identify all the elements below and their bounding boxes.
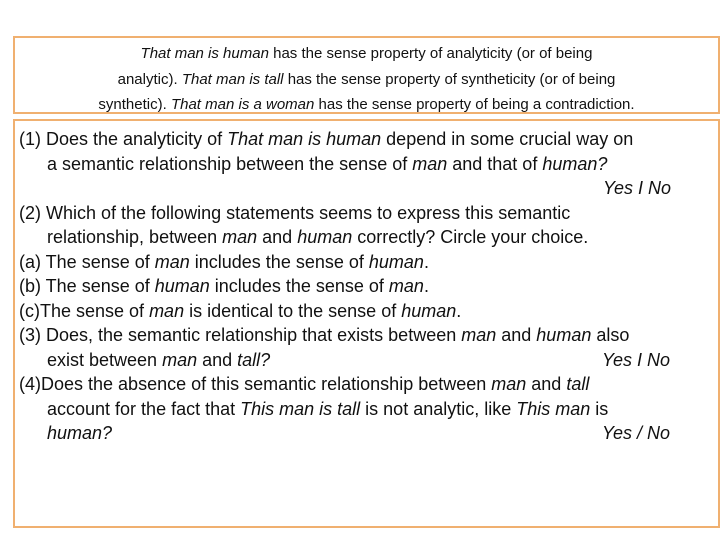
question-4-line-1 (19, 372, 710, 397)
option-c[interactable] (19, 299, 710, 324)
term: human (297, 227, 353, 247)
definition-box (13, 36, 720, 114)
term: man (388, 276, 424, 296)
example-sentence: That man is tall (181, 70, 284, 88)
question-text: (1) Does the analyticity of (19, 129, 228, 149)
term: human (368, 251, 424, 272)
question-text: and (197, 349, 238, 370)
question-2-line-1 (19, 201, 710, 226)
term: man (222, 227, 258, 247)
intro-line-3 (25, 92, 708, 118)
question-2-line-2 (47, 225, 710, 250)
question-text: and (257, 227, 298, 247)
term: man (149, 300, 185, 321)
question-text: (2) Which of the following statements seems to express this semantic (19, 202, 571, 223)
option-text: includes the sense of (209, 276, 389, 296)
option-text: . (456, 300, 462, 321)
question-1-line-2 (47, 152, 710, 177)
question-text: is not analytic, like (360, 398, 517, 419)
question-3-line-1 (19, 323, 710, 348)
question-text: depend in some crucial way on (381, 129, 634, 149)
answer-choice[interactable]: Yes I No (602, 178, 671, 198)
option-text: (b) The sense of (19, 276, 155, 296)
question-text: and (526, 374, 567, 394)
term: man (491, 374, 527, 394)
term: man (162, 349, 198, 370)
option-text: includes the sense of (189, 251, 369, 272)
question-3-line-2 (47, 348, 710, 373)
term: human (536, 325, 592, 345)
option-a[interactable] (19, 250, 710, 275)
example-sentence: That man is human (140, 45, 269, 62)
question-1-line-1 (19, 127, 710, 152)
answer-choice[interactable]: Yes I No (601, 349, 670, 370)
term: human (401, 300, 457, 321)
intro-text: synthetic). (98, 96, 171, 113)
term: human (154, 276, 210, 296)
option-text: (c)The sense of (19, 300, 150, 321)
question-1-answer (19, 176, 710, 201)
option-text: . (423, 276, 429, 296)
option-text: . (423, 251, 429, 272)
term: man (412, 153, 448, 174)
intro-text: analytic). (117, 70, 182, 88)
example-sentence: This man is tall (240, 398, 361, 419)
question-text: relationship, between (47, 227, 223, 247)
option-text: (a) The sense of (19, 251, 155, 272)
question-text: is (590, 398, 609, 419)
intro-line-2 (25, 67, 708, 93)
questions-box (13, 119, 720, 528)
answer-choice[interactable]: Yes / No (601, 423, 670, 443)
intro-text: has the sense property of being a contradiction. (314, 96, 635, 113)
intro-text: has the sense property of syntheticity (or of being (283, 70, 616, 88)
question-text: correctly? Circle your choice. (352, 227, 589, 247)
option-text: is identical to the sense of (184, 300, 402, 321)
question-4-line-2 (47, 397, 710, 422)
question-4-line-3 (47, 421, 710, 446)
term: tall (566, 374, 590, 394)
question-text: account for the fact that (47, 398, 241, 419)
question-text: (3) Does, the semantic relationship that exists between (19, 325, 462, 345)
question-text: and (496, 325, 537, 345)
example-sentence: This man (516, 398, 591, 419)
option-b[interactable] (19, 274, 710, 299)
term: man (154, 251, 190, 272)
question-text: a semantic relationship between the sense of (47, 153, 413, 174)
question-text: (4)Does the absence of this semantic relationship between (19, 374, 492, 394)
question-text: also (591, 325, 630, 345)
example-sentence: That man is human (227, 129, 382, 149)
term: man (461, 325, 497, 345)
intro-text: has the sense property of analyticity (or of being (268, 45, 593, 62)
question-text: exist between (47, 349, 163, 370)
intro-line-1 (25, 41, 708, 67)
example-sentence: That man is a woman (170, 96, 315, 113)
question-text: and that of (447, 153, 543, 174)
example-sentence: human? (47, 423, 113, 443)
term: tall? (237, 349, 271, 370)
term: human? (542, 153, 608, 174)
